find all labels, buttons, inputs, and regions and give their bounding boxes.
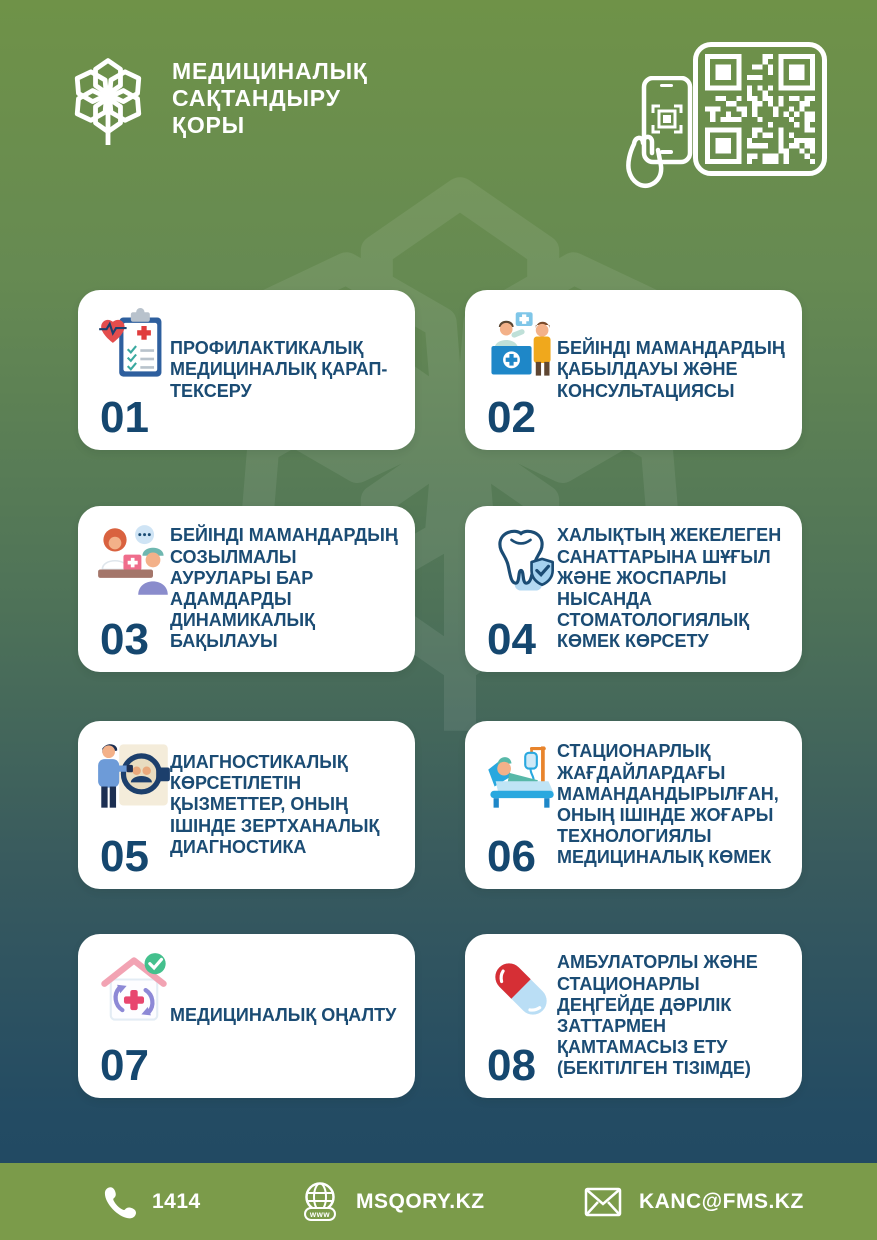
- footer-website-url: MSQORY.KZ: [356, 1189, 485, 1213]
- phone-scan-icon: [622, 76, 694, 194]
- envelope-icon: [583, 1186, 623, 1218]
- card-text: БЕЙІНДІ МАМАНДАРДЫҢ СОЗЫЛМАЛЫ АУРУЛАРЫ БАР АДАМДАРДЫ ДИНАМИКАЛЫҚ БАҚЫЛАУЫ: [170, 525, 398, 652]
- tooth-shield-icon: [483, 522, 559, 600]
- lab-diagnostics-icon: [96, 737, 172, 815]
- service-card-05: [78, 721, 415, 889]
- capsule-icon: [483, 950, 559, 1028]
- card-number: 03: [100, 615, 149, 664]
- service-card-07: [78, 934, 415, 1098]
- card-text: ДИАГНОСТИКАЛЫҚ КӨРСЕТІЛЕТІН ҚЫЗМЕТТЕР, ОНЫҢ ІШІНДЕ ЗЕРТХАНАЛЫҚ ДИАГНОСТИКА: [170, 751, 380, 857]
- www-label: www: [309, 1209, 331, 1219]
- brand-title-line-3: ҚОРЫ: [172, 112, 245, 138]
- reception-consult-icon: [483, 306, 559, 384]
- brand-title: [172, 58, 368, 139]
- service-card-03: [78, 506, 415, 672]
- card-number: 08: [487, 1041, 536, 1090]
- card-text: СТАЦИОНАРЛЫҚ ЖАҒДАЙЛАРДАҒЫ МАМАНДАНДЫРЫЛҒАН, ОНЫҢ ІШІНДЕ ЖОҒАРЫ ТЕХНОЛОГИЯЛЫ МЕДИЦИНАЛЫҚ КӨМЕК: [557, 741, 779, 868]
- clipboard-checklist-icon: [96, 306, 172, 384]
- globe-www-icon: [300, 1180, 340, 1224]
- card-text: ПРОФИЛАКТИКАЛЫҚ МЕДИЦИНАЛЫҚ ҚАРАП-ТЕКСЕРУ: [170, 338, 388, 401]
- card-text: МЕДИЦИНАЛЫҚ ОҢАЛТУ: [170, 1005, 397, 1026]
- service-card-02: [465, 290, 802, 450]
- footer-phone-number: 1414: [152, 1189, 201, 1213]
- brand-title-line-2: САҚТАНДЫРУ: [172, 85, 341, 111]
- fund-logo-icon: [60, 48, 156, 148]
- footer-email-address: KANC@FMS.KZ: [639, 1189, 804, 1213]
- card-number: 02: [487, 393, 536, 442]
- doctor-observation-icon: [96, 522, 172, 600]
- card-number: 01: [100, 393, 149, 442]
- service-card-01: [78, 290, 415, 450]
- footer-band: [0, 1163, 877, 1240]
- rehab-house-icon: [96, 950, 172, 1028]
- card-text: АМБУЛАТОРЛЫ ЖӘНЕ СТАЦИОНАРЛЫ ДЕҢГЕЙДЕ ДӘРІЛІК ЗАТТАРМЕН ҚАМТАМАСЫЗ ЕТУ (БЕКІТІЛГЕН ТІЗІМДЕ): [557, 952, 758, 1079]
- card-number: 04: [487, 615, 536, 664]
- hospital-bed-icon: [483, 737, 559, 815]
- service-card-08: [465, 934, 802, 1098]
- card-number: 07: [100, 1041, 149, 1090]
- card-text: БЕЙІНДІ МАМАНДАРДЫҢ ҚАБЫЛДАУЫ ЖӘНЕ КОНСУЛЬТАЦИЯСЫ: [557, 338, 785, 401]
- footer-email: [583, 1163, 804, 1240]
- qr-code: [693, 42, 827, 176]
- phone-icon: [100, 1184, 136, 1220]
- card-text: ХАЛЫҚТЫҢ ЖЕКЕЛЕГЕН САНАТТАРЫНА ШҰҒЫЛ ЖӘНЕ ЖОСПАРЛЫ НЫСАНДА СТОМАТОЛОГИЯЛЫҚ КӨМЕК КӨРСЕТУ: [557, 525, 782, 652]
- card-number: 05: [100, 832, 149, 881]
- brand-title-line-1: МЕДИЦИНАЛЫҚ: [172, 58, 368, 84]
- service-card-06: [465, 721, 802, 889]
- service-card-04: [465, 506, 802, 672]
- card-number: 06: [487, 832, 536, 881]
- footer-phone: [100, 1163, 201, 1240]
- footer-website: [300, 1163, 485, 1240]
